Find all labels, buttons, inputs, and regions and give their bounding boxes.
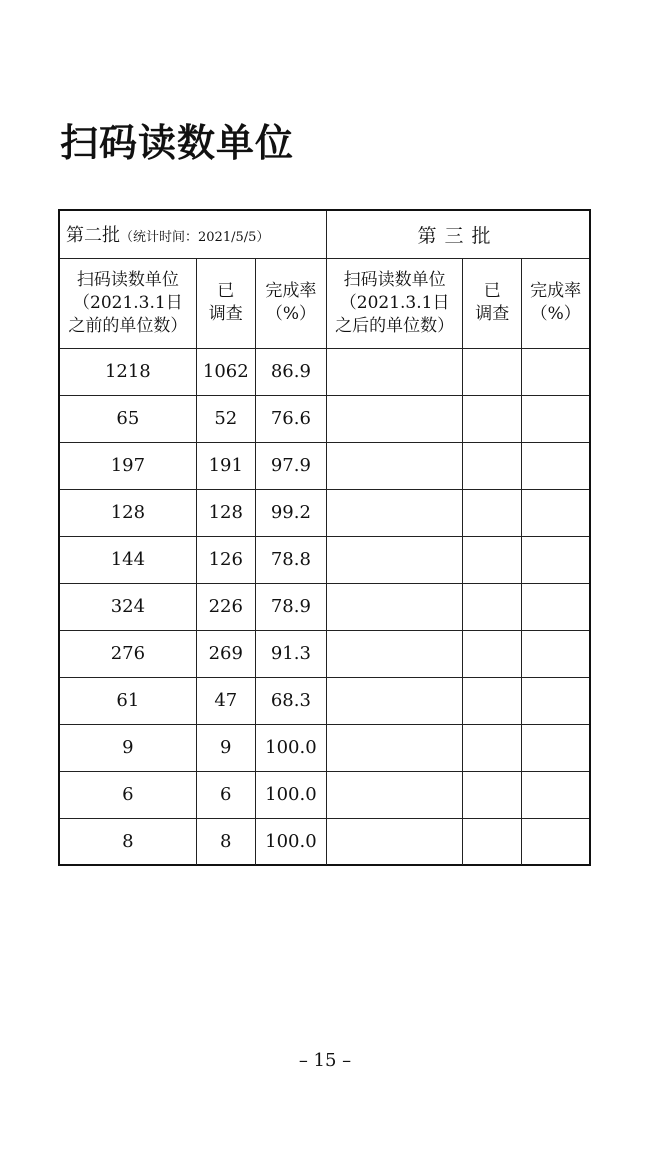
survey-table-container [58,209,591,866]
table-row [60,677,589,724]
cell-surveyed: 6 [196,771,255,818]
col-header-units-before: 扫码读数单位 （2021.3.1日 之前的单位数） [60,258,196,348]
cell-surveyed: 226 [196,583,255,630]
col-header-units-after: 扫码读数单位 （2021.3.1日 之后的单位数） [326,258,462,348]
cell-surveyed: 9 [196,724,255,771]
cell-surveyed-batch3 [463,348,522,395]
page-title: 扫码读数单位 [60,121,295,165]
cell-surveyed: 47 [196,677,255,724]
cell-rate-batch3 [522,724,589,771]
cell-units-before: 8 [60,818,196,865]
cell-rate: 86.9 [255,348,326,395]
table-row [60,724,589,771]
survey-table-body [60,211,589,865]
cell-units-after [326,489,462,536]
cell-units-before: 6 [60,771,196,818]
cell-units-before: 197 [60,442,196,489]
cell-units-before: 9 [60,724,196,771]
batch-2-label: 第二批 [66,225,120,247]
cell-units-before: 1218 [60,348,196,395]
cell-rate: 78.9 [255,583,326,630]
cell-units-after [326,583,462,630]
cell-units-after [326,677,462,724]
cell-rate-batch3 [522,771,589,818]
cell-surveyed: 52 [196,395,255,442]
table-row [60,536,589,583]
cell-units-after [326,818,462,865]
cell-rate: 68.3 [255,677,326,724]
table-row [60,489,589,536]
batch-2-header [60,211,326,258]
table-row [60,583,589,630]
cell-surveyed-batch3 [463,677,522,724]
cell-rate-batch3 [522,536,589,583]
cell-surveyed: 128 [196,489,255,536]
cell-surveyed-batch3 [463,536,522,583]
cell-rate: 76.6 [255,395,326,442]
table-row [60,818,589,865]
col-header-rate: 完成率 （%） [255,258,326,348]
batch-2-note: （统计时间：2021/5/5） [120,230,270,246]
cell-units-after [326,348,462,395]
col-header-surveyed: 已 调查 [196,258,255,348]
cell-rate-batch3 [522,677,589,724]
page-number: – 15 – [298,1050,352,1071]
cell-units-before: 65 [60,395,196,442]
cell-rate-batch3 [522,489,589,536]
table-row [60,771,589,818]
cell-rate-batch3 [522,630,589,677]
cell-surveyed: 269 [196,630,255,677]
cell-surveyed: 191 [196,442,255,489]
cell-units-after [326,395,462,442]
cell-units-before: 276 [60,630,196,677]
table-row [60,395,589,442]
table-row [60,348,589,395]
cell-surveyed-batch3 [463,442,522,489]
cell-rate: 100.0 [255,771,326,818]
cell-units-before: 61 [60,677,196,724]
cell-units-before: 128 [60,489,196,536]
batch-3-header: 第三批 [326,211,589,258]
column-header-row [60,258,589,348]
cell-units-before: 144 [60,536,196,583]
cell-units-after [326,771,462,818]
cell-rate: 99.2 [255,489,326,536]
cell-surveyed-batch3 [463,771,522,818]
cell-surveyed-batch3 [463,818,522,865]
col-header-rate-batch3: 完成率 （%） [522,258,589,348]
survey-table [60,211,589,865]
cell-rate-batch3 [522,583,589,630]
cell-surveyed-batch3 [463,489,522,536]
cell-surveyed-batch3 [463,630,522,677]
cell-rate-batch3 [522,818,589,865]
batch-header-row [60,211,589,258]
cell-surveyed: 1062 [196,348,255,395]
cell-units-after [326,442,462,489]
cell-surveyed-batch3 [463,724,522,771]
col-header-surveyed-batch3: 已 调查 [463,258,522,348]
cell-units-after [326,724,462,771]
cell-rate-batch3 [522,348,589,395]
cell-rate-batch3 [522,395,589,442]
table-row [60,630,589,677]
cell-surveyed-batch3 [463,583,522,630]
table-row [60,442,589,489]
cell-surveyed: 8 [196,818,255,865]
cell-rate: 100.0 [255,724,326,771]
cell-rate: 100.0 [255,818,326,865]
cell-rate: 91.3 [255,630,326,677]
cell-units-after [326,630,462,677]
cell-rate: 97.9 [255,442,326,489]
cell-rate: 78.8 [255,536,326,583]
cell-units-before: 324 [60,583,196,630]
cell-surveyed: 126 [196,536,255,583]
cell-rate-batch3 [522,442,589,489]
cell-units-after [326,536,462,583]
cell-surveyed-batch3 [463,395,522,442]
